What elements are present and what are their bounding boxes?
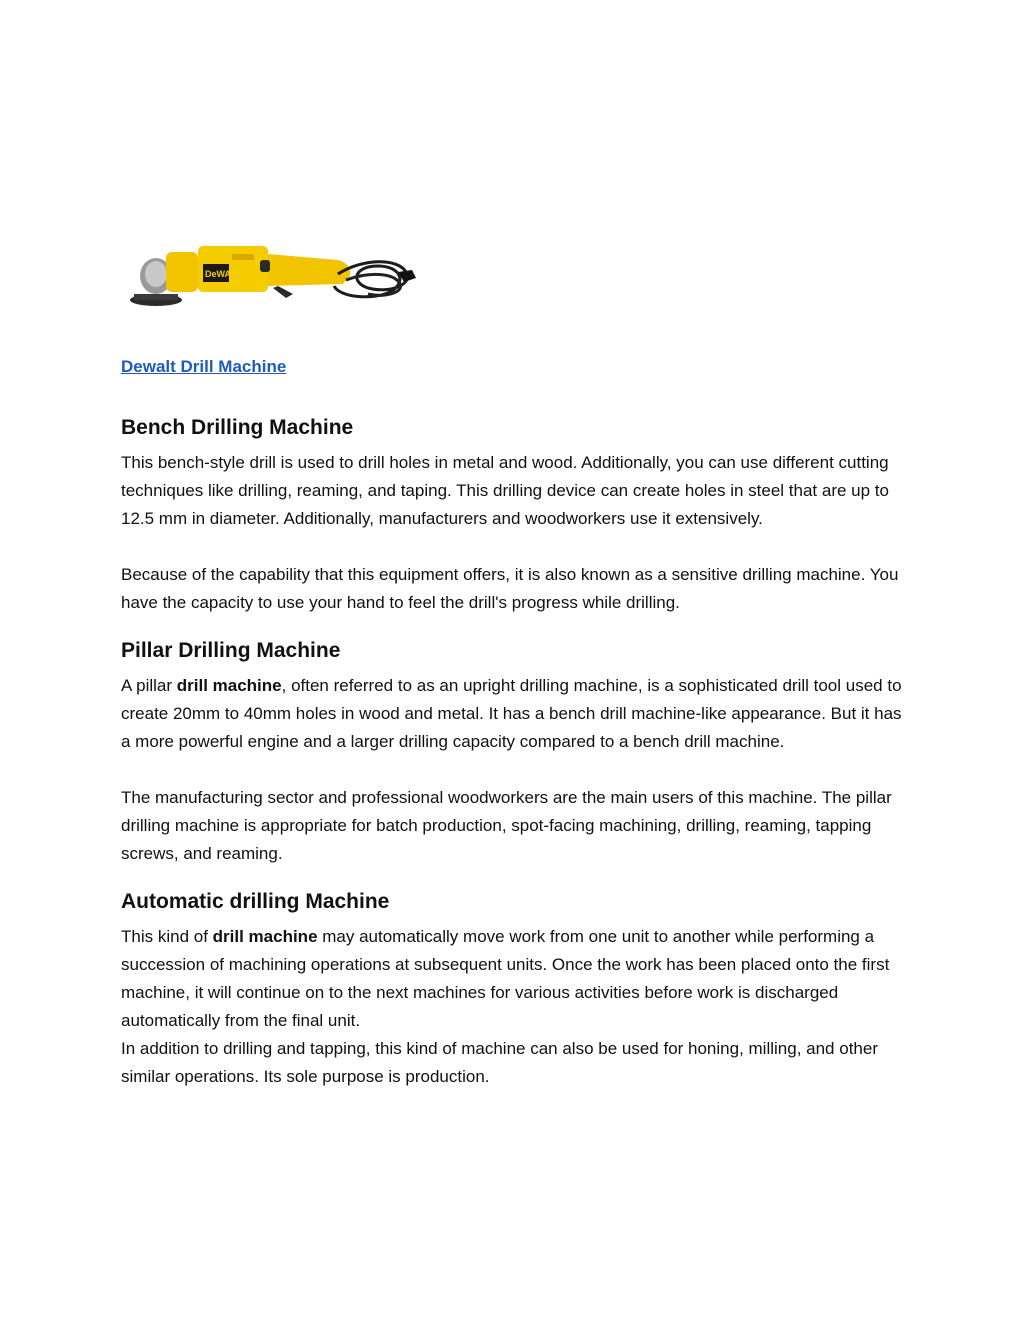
drill-machine-bold-term: drill machine <box>176 676 282 695</box>
bench-paragraph-1: This bench-style drill is used to drill holes in metal and wood. Additionally, you can use different cutting techniques like drilling, reaming, and taping. This drilling device can create holes in steel that are up to 12.5 mm in diameter. Additionally, manufacturers and woodworkers use it extensively. <box>121 453 889 528</box>
section-heading-automatic: Automatic drilling Machine <box>121 890 390 913</box>
pillar-paragraph-2: The manufacturing sector and professional woodworkers are the main users of this machine. The pillar drilling machine is appropriate for batch production, spot-facing machining, drilling, reaming, tapping screws, and reaming. <box>121 788 892 863</box>
drill-machine-bold-term: drill machine <box>212 927 318 946</box>
article-content <box>121 412 911 1091</box>
automatic-paragraph-2: In addition to drilling and tapping, this kind of machine can also be used for honing, milling, and other similar operations. Its sole purpose is production. <box>121 1039 878 1086</box>
dewalt-logo-text: DeWALT <box>205 269 242 279</box>
section-heading-bench: Bench Drilling Machine <box>121 416 354 439</box>
pillar-paragraph-1: A pillar drill machine, often referred to as an upright drilling machine, is a sophisticated drill tool used to create 20mm to 40mm holes in wood and metal. It has a bench drill machine-like appearance. But it has a more powerful engine and a larger drilling capacity compared to a bench drill machine. <box>121 676 902 751</box>
angle-grinder-product-image <box>128 236 420 314</box>
automatic-paragraph-1: This kind of drill machine may automatically move work from one unit to another while performing a succession of machining operations at subsequent units. Once the work has been placed onto the first machine, it will continue on to the next machines for various activities before work is discharged automatically from the final unit. <box>121 927 890 1030</box>
section-heading-pillar: Pillar Drilling Machine <box>121 639 341 662</box>
bench-paragraph-2: Because of the capability that this equipment offers, it is also known as a sensitive drilling machine. You have the capacity to use your hand to feel the drill's progress while drilling. <box>121 565 899 612</box>
dewalt-drill-machine-link[interactable]: Dewalt Drill Machine <box>121 357 287 376</box>
